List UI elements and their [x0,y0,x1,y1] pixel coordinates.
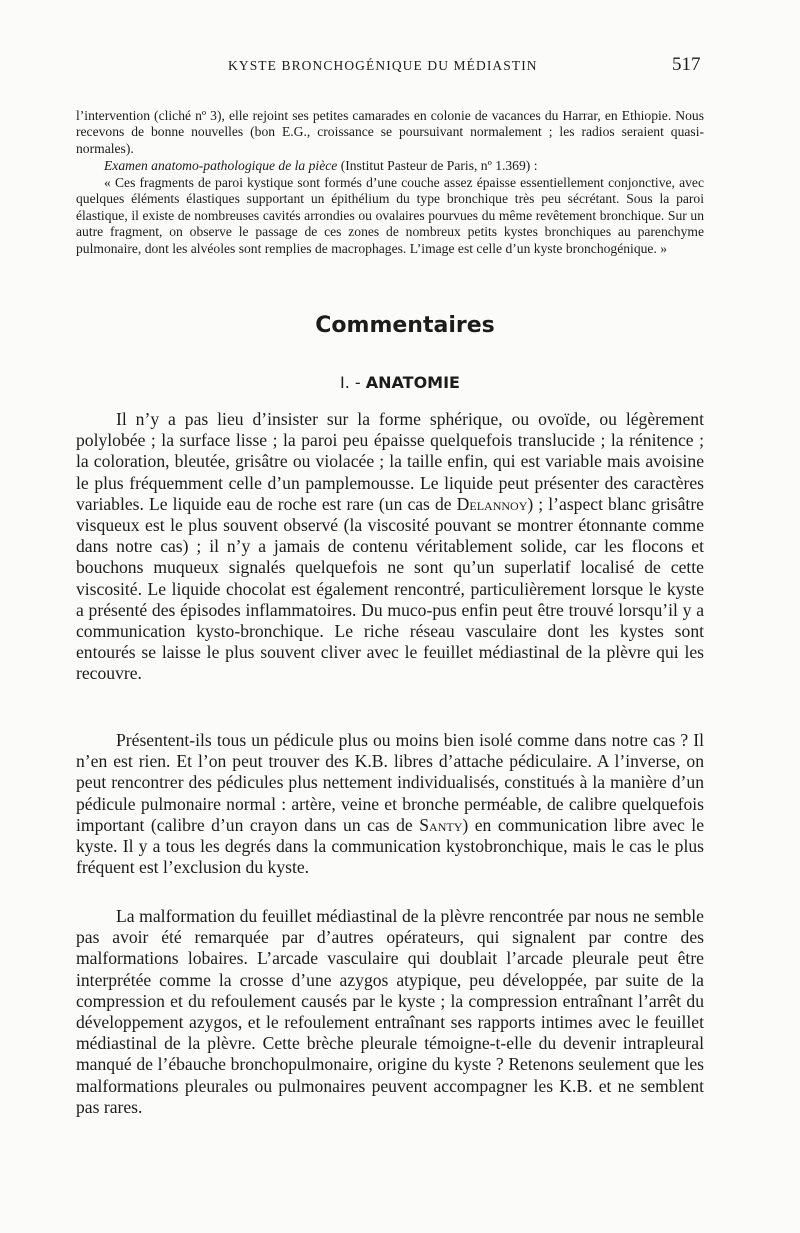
author-name-santy: Santy [419,814,463,835]
exam-heading [76,158,704,175]
section-label: ANATOMIE [365,373,460,392]
p1-text-a: Il n’y a pas lieu d’insister sur la forme sphérique, ou ovoïde, ou légèrement polylobée ; la surface lisse ; la paroi peu épaisse quelquefois translucide ; la rénitence ; la coloration, bleutée, grisâtre ou violacée ; la taille enfin, qui est variable mais avoisine le plus fréquemment celle d’un pamplemousse. Le liquide peut présenter des caractères variables. Le liquide eau de roche est rare (un cas de [76,409,704,514]
p2-text-b: ) en communication libre avec le kyste. Il y a tous les degrés dans la communication kystobronchique, mais le cas le plus fréquent est l’exclusion du kyste. [76,814,704,878]
body-paragraph-2 [76,730,704,878]
p1-text-b: ) ; l’aspect blanc grisâtre visqueux est le plus souvent observé (la viscosité pouvant se montrer étonnante comme dans notre cas) ; il n’y a jamais de contenu véritablement solide, car les flocons et bouchons muqueux signalés quelquefois ne sont qu’un superlatif localisé de cette viscosité. Le liquide chocolat est également rencontré, particulièrement lorsque le kyste a présenté des épisodes inflammatoires. Du muco-pus enfin peut être trouvé lorsqu’il y a communication kysto-bronchique. Le riche réseau vasculaire dont les kystes sont entourés se laisse le plus souvent cliver avec le feuillet médiastinal de la plèvre qui les recouvre. [76,493,704,684]
body-paragraph-3: La malformation du feuillet médiastinal de la plèvre rencontrée par nous ne semble pas avoir été remarquée par d’autres opérateurs, qui signalent par contre des malformations lobaires. L’arcade vasculaire qui doublait l’arcade pleurale peut être interprétée comme la crosse d’une azygos atypique, peu développée, par suite de la compression et du refoulement causés par le kyste ; la compression entraînant l’arrêt du développement azygos, et le refoulement entraînant ses rapports intimes avec le feuillet médiastinal de la plèvre. Cette brèche pleurale témoigne-t-elle du devenir intrapleural manqué de l’ébauche bronchopulmonaire, origine du kyste ? Retenons seulement que les malformations pleurales ou pulmonaires peuvent accompagner les K.B. et ne semblent pas rares. [76,906,704,1117]
section-number: I. - [340,373,366,392]
pathology-quote: « Ces fragments de paroi kystique sont formés d’une couche assez épaisse essentiellement conjonctive, avec quelques éléments élastiques supportant un épithélium du type bronchique très peu sécrétant. Sous la paroi élastique, il existe de nombreuses cavités arrondies ou ovalaires pourvues du même revêtement bronchique. Sur un autre fragment, on observe le passage de ces zones de nombreux petits kystes bronchiques au parenchyme pulmonaire, dont les alvéoles sont remplies de macrophages. L’image est celle d’un kyste bronchogénique. » [76,174,704,256]
page-number: 517 [672,54,701,75]
exam-label: Examen anatomo-pathologique de la pièce [104,157,338,173]
page-title: Commentaires [315,313,495,338]
author-name-delannoy: Delannoy [456,493,528,514]
exam-source: (Institut Pasteur de Paris, nº 1.369) : [337,157,538,173]
section-heading [0,373,800,392]
p2-text-a: Présentent-ils tous un pédicule plus ou moins bien isolé comme dans notre cas ? Il n’en est rien. Et l’on peut trouver des K.B. libres d’attache pédiculaire. A l’inverse, on peut rencontrer des pédicules plus nettement individualisés, constitués à la manière d’un pédicule pulmonaire normal : artère, veine et bronche perméable, de calibre quelquefois important (calibre d’un crayon dans un cas de [76,730,704,835]
body-paragraph-1 [76,409,704,685]
intro-paragraph: l’intervention (cliché nº 3), elle rejoint ses petites camarades en colonie de vacances du Harrar, en Ethiopie. Nous recevons de bonne nouvelles (bon E.G., croissance se poursuivant normalement ; les radios seraient quasi-normales). [76,107,704,156]
running-head: KYSTE BRONCHOGÉNIQUE DU MÉDIASTIN [228,58,538,73]
